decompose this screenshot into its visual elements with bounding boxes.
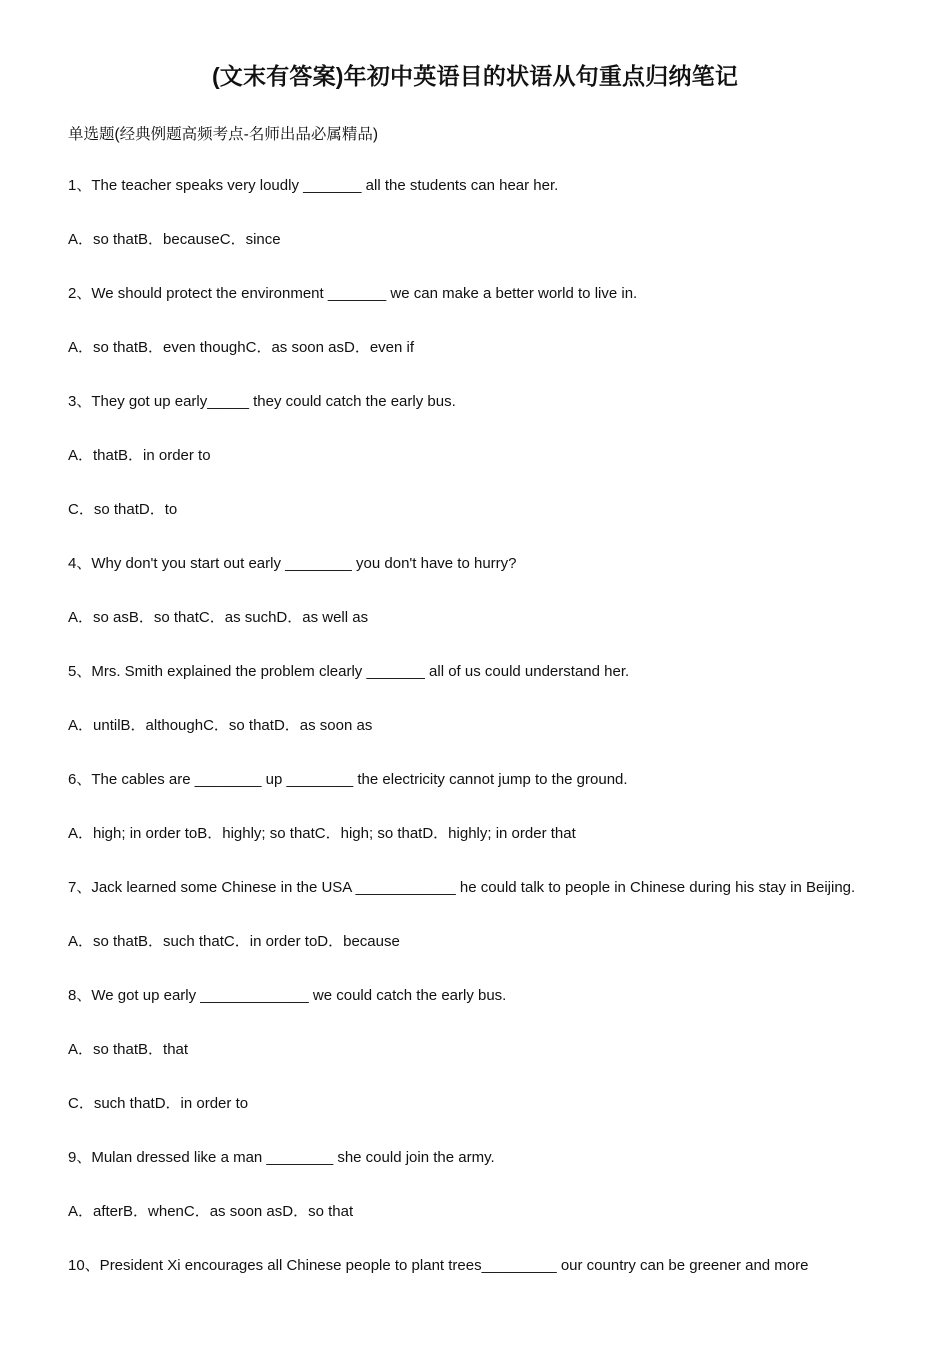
- question-10: 10、President Xi encourages all Chinese people to plant trees_________ our country can be greener and more: [68, 1257, 809, 1274]
- question-4: 4、Why don't you start out early ________ you don't have to hurry?: [68, 555, 517, 572]
- question-9: 9、Mulan dressed like a man ________ she could join the army.: [68, 1149, 495, 1166]
- document-title: (文末有答案)年初中英语目的状语从句重点归纳笔记: [211, 63, 739, 89]
- question-4-options: A．so asB．so thatC．as suchD．as well as: [68, 609, 369, 626]
- question-3-options-c-d: C．so thatD．to: [68, 501, 178, 518]
- question-3: 3、They got up early_____ they could catch the early bus.: [68, 393, 456, 410]
- question-6-options: A．high; in order toB．highly; so thatC．high; so thatD．highly; in order that: [68, 825, 576, 842]
- question-2: 2、We should protect the environment _______ we can make a better world to live in.: [68, 285, 638, 302]
- question-7: 7、Jack learned some Chinese in the USA ____________ he could talk to people in Chinese during his stay in Beijing.: [68, 879, 856, 896]
- question-1: 1、The teacher speaks very loudly _______ all the students can hear her.: [68, 177, 559, 194]
- question-list: [68, 176, 928, 1310]
- question-8-options-a-b: A．so thatB．that: [68, 1041, 189, 1058]
- question-9-options: A．afterB．whenC．as soon asD．so that: [68, 1203, 354, 1220]
- section-heading: 单选题(经典例题高频考点-名师出品必属精品): [68, 126, 378, 143]
- question-7-options: A．so thatB．such thatC．in order toD．because: [68, 933, 400, 950]
- question-5: 5、Mrs. Smith explained the problem clearly _______ all of us could understand her.: [68, 663, 630, 680]
- question-8: 8、We got up early _____________ we could catch the early bus.: [68, 987, 507, 1004]
- question-6: 6、The cables are ________ up ________ the electricity cannot jump to the ground.: [68, 771, 628, 788]
- question-5-options: A．untilB．althoughC．so thatD．as soon as: [68, 717, 373, 734]
- question-2-options: A．so thatB．even thoughC．as soon asD．even if: [68, 339, 415, 356]
- question-1-options: A．so thatB．becauseC．since: [68, 231, 281, 248]
- question-3-options-a-b: A．thatB．in order to: [68, 447, 211, 464]
- question-8-options-c-d: C．such thatD．in order to: [68, 1095, 249, 1112]
